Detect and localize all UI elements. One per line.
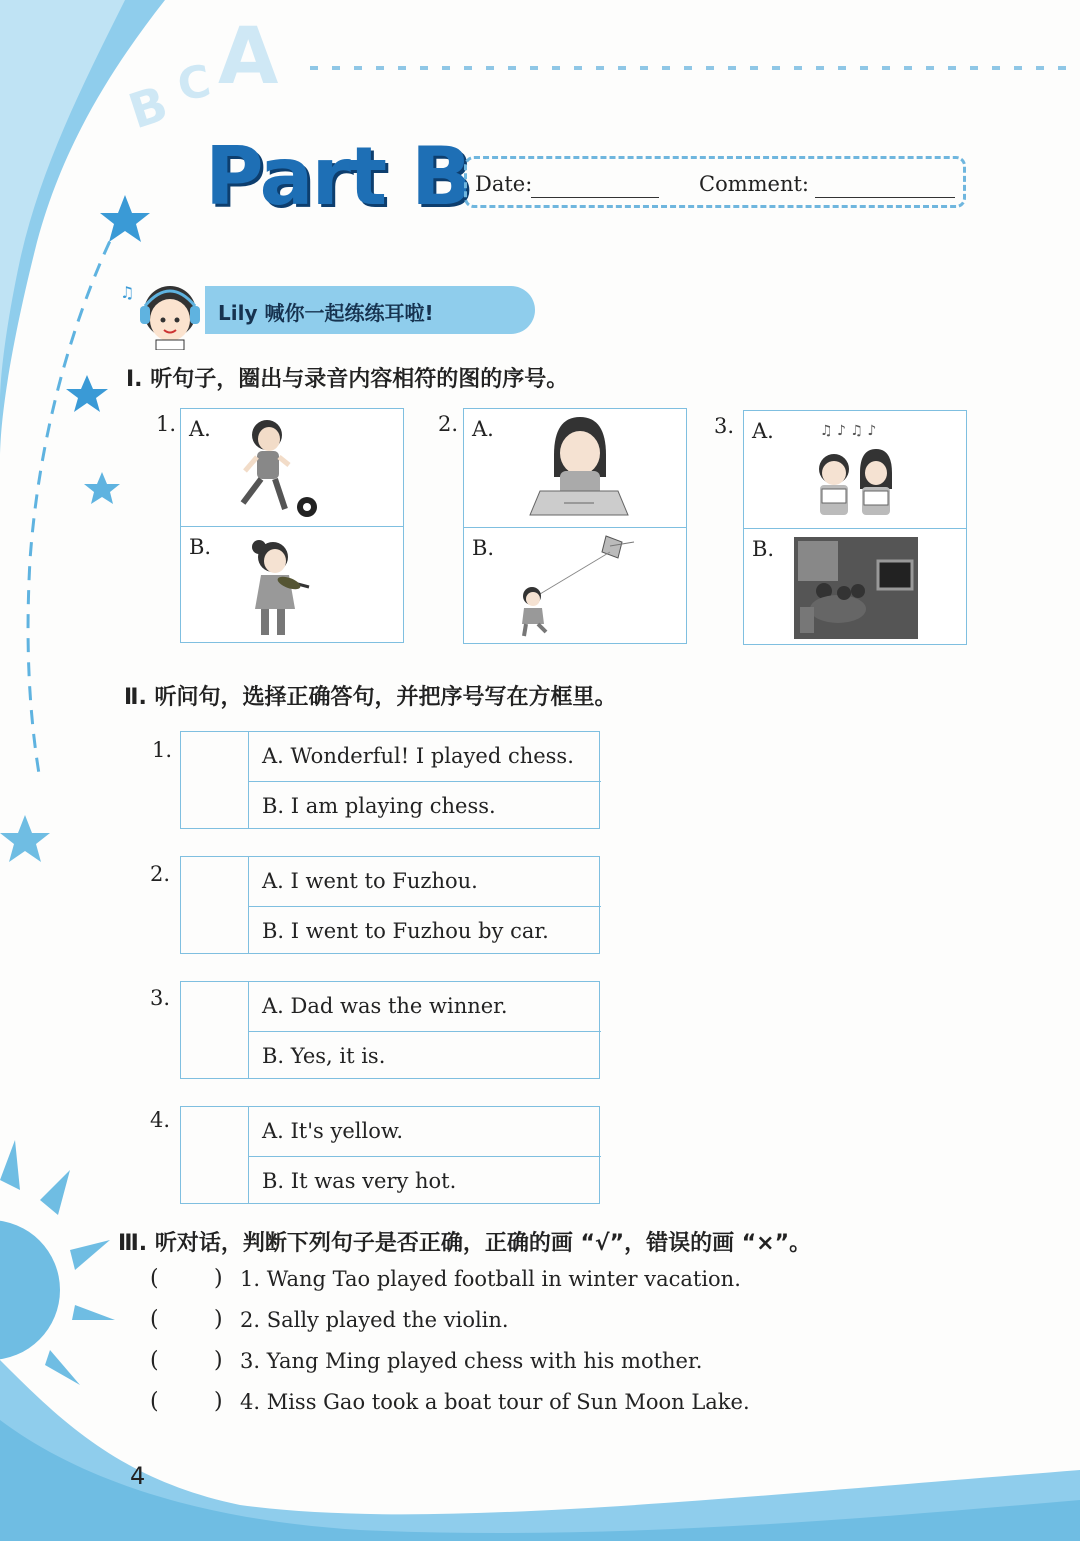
page-title: Part B	[205, 130, 470, 223]
option-a-label: A.	[472, 417, 494, 441]
s1-item-1-option-a[interactable]	[181, 409, 403, 526]
close-paren: )	[214, 1307, 223, 1332]
open-paren: (	[150, 1266, 159, 1291]
s2-item-2-table	[180, 856, 600, 954]
s1-item-2-number: 2.	[438, 412, 459, 436]
comment-label: Comment:	[699, 172, 810, 196]
s3-item-2	[150, 1307, 770, 1337]
s2-item-4-option-b: B. It was very hot.	[248, 1156, 601, 1205]
s3-item-1-answer-blank[interactable]	[164, 1268, 214, 1292]
s1-item-3-box	[743, 410, 967, 645]
letter-a: A	[218, 12, 279, 102]
section-1-heading: Ⅰ. 听句子，圈出与录音内容相符的图的序号。	[126, 367, 569, 392]
s1-item-2-option-b[interactable]	[464, 527, 686, 644]
open-paren: (	[150, 1348, 159, 1373]
option-a-label: A.	[752, 419, 774, 443]
close-paren: )	[214, 1348, 223, 1373]
letter-c: C	[173, 55, 215, 112]
option-b-label: B.	[752, 537, 775, 561]
girl-flying-kite-image	[514, 532, 644, 642]
family-watching-tv-image	[794, 537, 918, 639]
s2-item-3-option-b: B. Yes, it is.	[248, 1031, 601, 1080]
s3-item-4	[150, 1389, 770, 1419]
s2-item-4-answer-box[interactable]	[181, 1107, 249, 1203]
s1-item-3-option-a[interactable]	[744, 411, 966, 528]
s2-item-4-option-a: A. It's yellow.	[262, 1119, 404, 1143]
sun-icon	[0, 1140, 115, 1385]
s2-item-1-answer-box[interactable]	[181, 732, 249, 828]
s3-item-2-answer-blank[interactable]	[164, 1309, 214, 1333]
s3-item-1-text: 1. Wang Tao played football in winter vacation.	[240, 1267, 741, 1291]
s3-item-3-text: 3. Yang Ming played chess with his mother.	[240, 1349, 703, 1373]
svg-text:♫ ♪ ♫ ♪: ♫ ♪ ♫ ♪	[820, 423, 877, 439]
star-icon	[84, 472, 120, 504]
banner-text: Lily 喊你一起练练耳啦!	[218, 301, 434, 325]
s1-item-1-option-b[interactable]	[181, 526, 403, 643]
s1-item-1-box	[180, 408, 404, 643]
date-comment-box	[464, 156, 966, 208]
girl-writing-image	[514, 415, 644, 521]
s1-item-2-option-a[interactable]	[464, 409, 686, 527]
s2-item-1-table	[180, 731, 600, 829]
kids-singing-image	[804, 417, 904, 525]
s2-item-2-option-b: B. I went to Fuzhou by car.	[248, 906, 601, 955]
option-a-label: A.	[189, 417, 211, 441]
option-b-label: B.	[189, 535, 212, 559]
section-3-heading: Ⅲ. 听对话，判断下列句子是否正确，正确的画 “√”，错误的画 “×”。	[118, 1231, 812, 1256]
option-b-label: B.	[472, 536, 495, 560]
s2-item-4-number: 4.	[150, 1108, 171, 1132]
star-icon	[100, 195, 150, 242]
s1-item-2-box	[463, 408, 687, 644]
s3-item-1	[150, 1266, 770, 1296]
boy-playing-football-image	[231, 415, 321, 520]
open-paren: (	[150, 1389, 159, 1414]
close-paren: )	[214, 1389, 223, 1414]
s1-item-1-number: 1.	[156, 412, 177, 436]
comment-field[interactable]	[815, 197, 955, 198]
dashed-arc	[28, 220, 120, 780]
s1-item-3-option-b[interactable]	[744, 528, 966, 645]
s3-item-4-answer-blank[interactable]	[164, 1391, 214, 1415]
s3-item-2-text: 2. Sally played the violin.	[240, 1308, 509, 1332]
s3-item-3-answer-blank[interactable]	[164, 1350, 214, 1374]
date-label: Date:	[475, 172, 533, 196]
s2-item-3-answer-box[interactable]	[181, 982, 249, 1078]
s2-item-2-answer-box[interactable]	[181, 857, 249, 953]
date-field[interactable]	[531, 197, 659, 198]
s2-item-3-table	[180, 981, 600, 1079]
s2-item-3-option-a: A. Dad was the winner.	[262, 994, 508, 1018]
star-icon	[66, 375, 108, 412]
s2-item-1-option-b: B. I am playing chess.	[248, 781, 601, 830]
s2-item-1-option-a: A. Wonderful! I played chess.	[262, 744, 574, 768]
open-paren: (	[150, 1307, 159, 1332]
close-paren: )	[214, 1266, 223, 1291]
s2-item-4-table	[180, 1106, 600, 1204]
s1-item-3-number: 3.	[714, 414, 735, 438]
letter-b: B	[122, 75, 175, 141]
s2-item-3-number: 3.	[150, 986, 171, 1010]
s2-item-2-number: 2.	[150, 862, 171, 886]
s3-item-3	[150, 1348, 770, 1378]
page-number: 4	[130, 1462, 146, 1490]
section-2-heading: Ⅱ. 听问句，选择正确答句，并把序号写在方框里。	[124, 685, 617, 710]
girl-avatar	[118, 270, 218, 350]
s2-item-2-option-a: A. I went to Fuzhou.	[262, 869, 478, 893]
music-note-icon: ♫	[120, 283, 135, 302]
s3-item-4-text: 4. Miss Gao took a boat tour of Sun Moon Lake.	[240, 1390, 750, 1414]
star-icon	[0, 815, 50, 862]
s2-item-1-number: 1.	[152, 738, 173, 762]
girl-playing-violin-image	[239, 537, 319, 643]
